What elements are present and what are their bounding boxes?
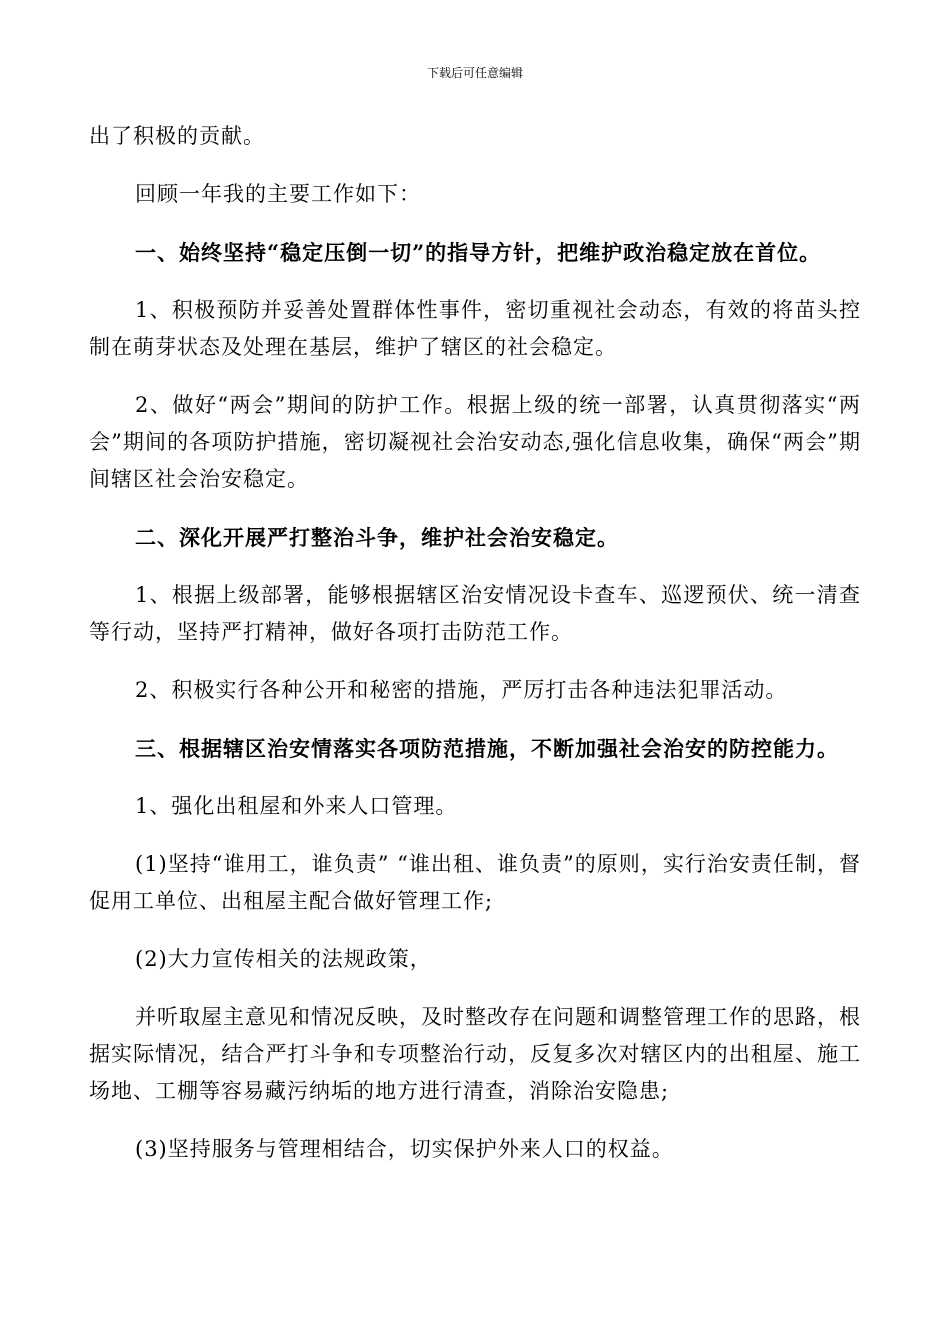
paragraph-continuation: 出了积极的贡献。 <box>89 124 265 148</box>
document-body <box>89 118 861 1168</box>
paragraph-1-2: 2、做好“两会”期间的防护工作。根据上级的统一部署，认真贯彻落实“两会”期间的各项防护措施，密切凝视社会治安动态,强化信息收集，确保“两会”期间辖区社会治安稳定。 <box>89 393 861 491</box>
section-heading-1: 一、始终坚持“稳定压倒一切”的指导方针，把维护政治稳定放在首位。 <box>135 240 822 265</box>
header-note: 下载后可任意编辑 <box>426 66 523 80</box>
paragraph-3-1-1: (1)坚持“谁用工，谁负责” “谁出租、谁负责”的原则，实行治安责任制，督促用工单位、出租屋主配合做好管理工作; <box>89 852 861 913</box>
paragraph-intro: 回顾一年我的主要工作如下： <box>135 182 421 206</box>
paragraph-2-1: 1、根据上级部署，能够根据辖区治安情况设卡查车、巡逻预伏、统一清查等行动，坚持严打精神，做好各项打击防范工作。 <box>89 583 861 644</box>
section-heading-3: 三、根据辖区治安情落实各项防范措施，不断加强社会治安的防控能力。 <box>135 736 839 761</box>
paragraph-3-1: 1、强化出租屋和外来人口管理。 <box>135 794 458 818</box>
paragraph-3-1-2: (2)大力宣传相关的法规政策， <box>135 947 432 971</box>
paragraph-3-1-3: (3)坚持服务与管理相结合，切实保护外来人口的权益。 <box>135 1137 674 1161</box>
section-heading-2: 二、深化开展严打整治斗争，维护社会治安稳定。 <box>135 525 619 550</box>
paragraph-3-1-2-cont: 并听取屋主意见和情况反映，及时整改存在问题和调整管理工作的思路，根据实际情况，结合严打斗争和专项整治行动，反复多次对辖区内的出租屋、施工场地、工棚等容易藏污纳垢的地方进行清查，消除治安隐患; <box>89 1005 861 1103</box>
paragraph-2-2: 2、积极实行各种公开和秘密的措施，严厉打击各种违法犯罪活动。 <box>135 678 788 702</box>
paragraph-1-1: 1、积极预防并妥善处置群体性事件，密切重视社会动态，有效的将苗头控制在萌芽状态及处理在基层，维护了辖区的社会稳定。 <box>89 298 861 359</box>
